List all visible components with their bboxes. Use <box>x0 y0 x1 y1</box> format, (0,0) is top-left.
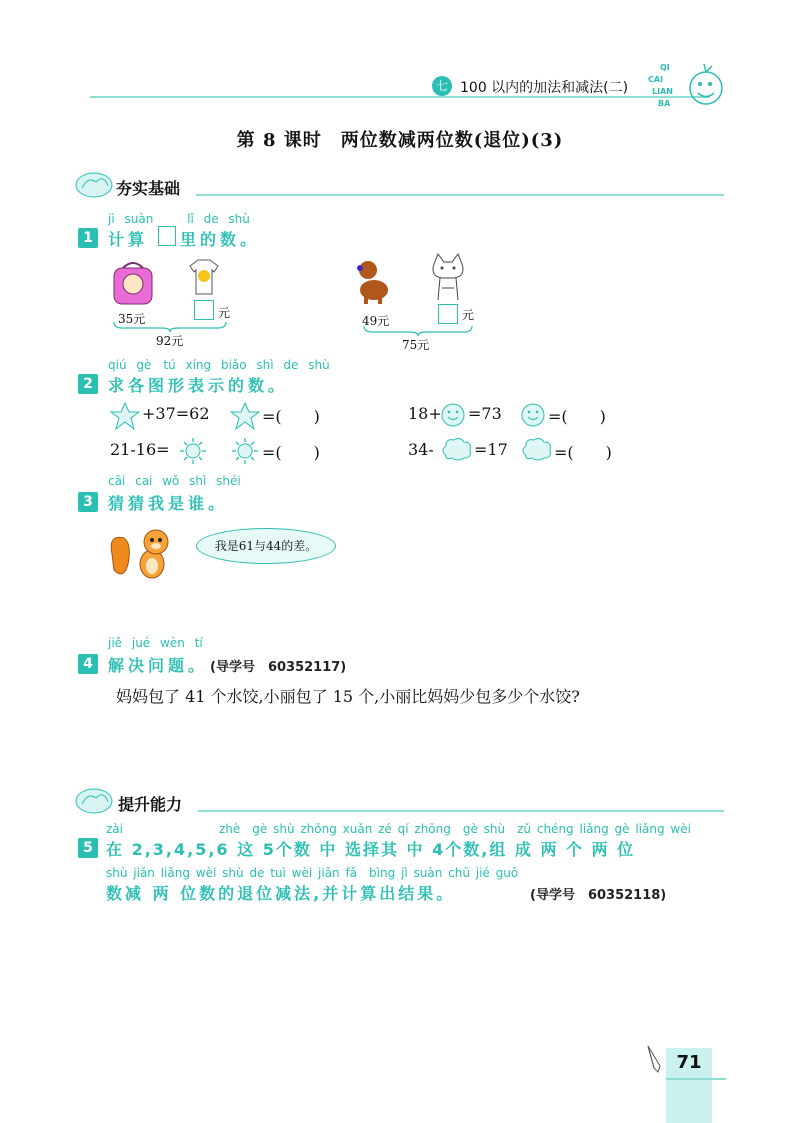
star-icon <box>230 402 260 430</box>
q5-number: 5 <box>78 838 98 858</box>
logo-text-4: BA <box>658 99 671 108</box>
q2-eq2-left: 18+ <box>408 404 442 423</box>
q1-text-b: 里的数。 <box>180 230 261 249</box>
q2-eq4-left: 34- <box>408 440 434 459</box>
q2-eq2-answer[interactable]: =( ) <box>548 407 606 426</box>
q1-number: 1 <box>78 228 98 248</box>
tshirt-icon <box>186 258 222 296</box>
q4-body: 妈妈包了 41 个水饺,小丽包了 15 个,小丽比妈妈少包多少个水饺? <box>116 687 580 706</box>
lesson-title: 第 8 课时 两位数减两位数(退位)(3) <box>236 130 564 151</box>
dog-icon <box>352 256 396 306</box>
q2-eq1-answer[interactable]: =( ) <box>262 407 320 426</box>
q5-reference: (导学号 60352118) <box>530 888 667 903</box>
logo-text-2: CAI <box>648 75 664 84</box>
sun-icon <box>178 436 208 466</box>
logo-text-3: LIAN <box>652 87 673 96</box>
chapter-mark: 七 <box>432 76 452 96</box>
q4-pinyin: jiě jué wèn tí <box>108 636 203 650</box>
q1-left-brace <box>112 320 228 332</box>
star-icon <box>110 402 140 430</box>
pencil-icon <box>644 1044 664 1074</box>
q1-left-total: 92元 <box>156 334 184 348</box>
q3-pinyin: cāi cai wǒ shì shéi <box>108 474 241 488</box>
q4-reference: (导学号 60352117) <box>210 660 347 675</box>
section-advanced-icon <box>74 786 114 816</box>
speech-bubble: 我是61与44的差。 <box>196 528 336 564</box>
q1-pinyin: jì suàn lǐ de shù <box>108 212 250 226</box>
q2-eq3-answer[interactable]: =( ) <box>262 443 320 462</box>
section-advanced-title: 提升能力 <box>118 795 183 814</box>
cat-icon <box>424 252 472 302</box>
q2-eq4-right: =17 <box>474 440 508 459</box>
q1-right-answer-box[interactable] <box>438 304 458 324</box>
qicailianba-logo-icon <box>640 58 730 114</box>
q2-eq3: 21-16= <box>110 440 170 459</box>
q2-pinyin: qiú gè tú xíng biǎo shì de shù <box>108 358 330 372</box>
q1-right-unit: 元 <box>462 308 475 322</box>
q2-number: 2 <box>78 374 98 394</box>
logo-text-1: QI <box>660 63 670 72</box>
q1-inline-box <box>158 226 176 246</box>
squirrel-icon <box>108 524 178 584</box>
q2-eq4-answer[interactable]: =( ) <box>554 443 612 462</box>
section-basic-rule <box>196 194 724 196</box>
page-number-rule <box>666 1078 726 1080</box>
cloud-icon <box>520 436 552 464</box>
q5-pinyin-line1: zài zhè gè shù zhōng xuǎn zé qí zhōng gè shù zǔ chéng liǎng gè liǎng wèi <box>106 822 691 836</box>
page-number: 71 <box>676 1052 702 1073</box>
cloud-icon <box>440 436 472 464</box>
section-basic-icon <box>74 170 114 200</box>
chapter-title: 100 以内的加法和减法(二) <box>460 80 629 96</box>
q1-left-unit: 元 <box>218 306 231 320</box>
q1-right-brace <box>362 324 474 336</box>
q3-text: 猜猜我是谁。 <box>108 494 229 513</box>
q4-text: 解决问题。 <box>108 656 209 675</box>
smiley-icon <box>440 402 466 428</box>
q1-right-total: 75元 <box>402 338 430 352</box>
q5-pinyin-line2: shù jiǎn liǎng wèi shù de tuì wèi jiǎn fǎ bìng jì suàn chū jié guǒ <box>106 866 519 880</box>
q2-text: 求各图形表示的数。 <box>108 376 289 395</box>
smiley-icon <box>520 402 546 428</box>
q5-line2: 数减 两 位数的退位减法,并计算出结果。 <box>106 884 456 903</box>
sun-icon <box>230 436 260 466</box>
q1-text-a: 计算 <box>108 230 149 249</box>
q3-number: 3 <box>78 492 98 512</box>
q2-eq1: +37=62 <box>142 404 210 423</box>
section-basic-title: 夯实基础 <box>116 179 181 198</box>
backpack-icon <box>108 258 158 308</box>
q4-number: 4 <box>78 654 98 674</box>
section-advanced-rule <box>198 810 724 812</box>
q1-left-price: 35元 <box>118 312 146 326</box>
q1-left-answer-box[interactable] <box>194 300 214 320</box>
q2-eq2-right: =73 <box>468 404 502 423</box>
q5-line1: 在 2,3,4,5,6 这 5个数 中 选择其 中 4个数,组 成 两 个 两 位 <box>106 840 636 859</box>
q1-right-price: 49元 <box>362 314 390 328</box>
